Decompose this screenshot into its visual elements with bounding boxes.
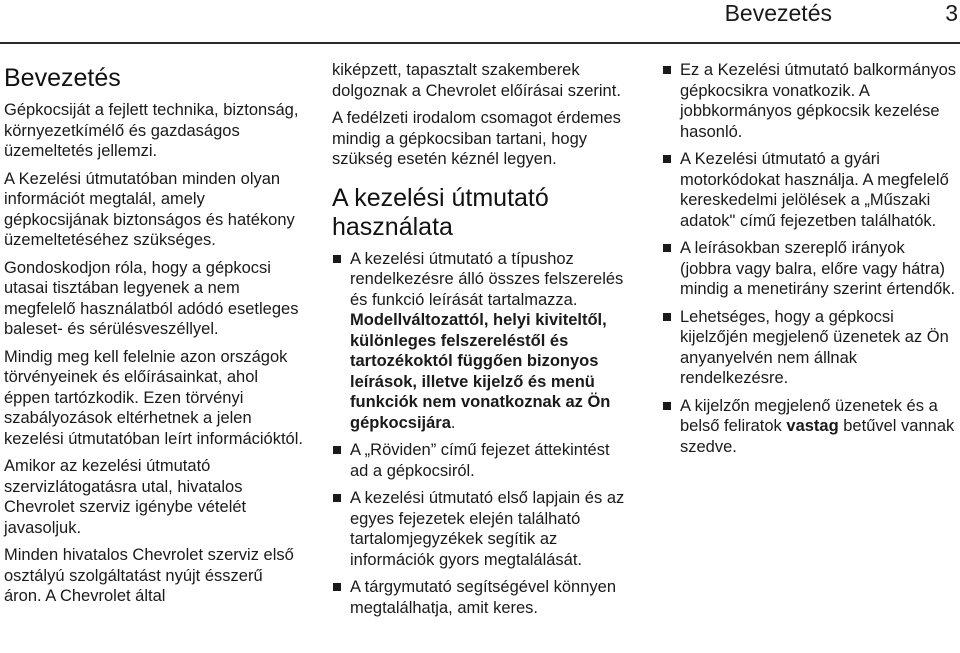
- list-item-text-end: .: [450, 413, 456, 432]
- list-item-text: Ez a Kezelési útmutató balkormányos gépkocsikra vonatkozik. A jobbkormányos gépkocsik kezelése hasonló.: [680, 61, 957, 141]
- usage-bullet-list: [332, 249, 630, 619]
- square-bullet-icon: [663, 155, 671, 163]
- paragraph: Mindig meg kell felelnie azon országok törvényeinek és előírásainkat, ahol éppen tartózkodik. Ezen törvényi szabályozások eltérhetnek a jelen kezelési útmutatóban leírt információktól.: [4, 347, 303, 448]
- square-bullet-icon: [333, 494, 341, 502]
- list-item: [662, 396, 958, 458]
- list-item-text: Lehetséges, hogy a gépkocsi kijelzőjén megjelenő üzenetek az Ön anyanyelvén nem állnak rendelkezésre.: [680, 307, 949, 387]
- list-item: [662, 307, 958, 389]
- running-header-title: Bevezetés: [724, 0, 832, 26]
- list-item-text: A Kezelési útmutató a gyári motorkódokat használja. A megfelelő kereskedelmi jelölések a „Műszaki adatok" című fejezetben találhatók.: [680, 150, 949, 230]
- square-bullet-icon: [333, 255, 341, 263]
- list-item-bold-text: vastag: [786, 417, 839, 435]
- square-bullet-icon: [333, 583, 341, 591]
- list-item-bold-text: Modellváltozattól, helyi kiviteltől, különleges felszereléstől és tartozékoktól függően bizonyos leírások, illetve kijelző és menü funkciók nem vonatkoznak az Ön gépkocsijára: [350, 311, 611, 432]
- paragraph: Gondoskodjon róla, hogy a gépkocsi utasai tisztában legyenek a nem megfelelő használatból adódó esetleges baleset- és sérülésveszéllyel.: [4, 258, 299, 338]
- paragraph: Gépkocsiját a fejlett technika, biztonság, környezetkímélő és gazdaságos üzemeltetés jellemzi.: [4, 101, 299, 160]
- notes-bullet-list: [662, 60, 958, 457]
- column-right: [662, 60, 958, 464]
- paragraph: Amikor az kezelési útmutató szervizlátogatásra utal, hivatalos Chevrolet szerviz igénybe vételét javasoljuk.: [4, 457, 247, 537]
- list-item: [332, 440, 630, 481]
- list-item: [662, 149, 958, 231]
- list-item: [332, 488, 630, 570]
- paragraph: Minden hivatalos Chevrolet szerviz első osztályú szolgáltatást nyújt ésszerű áron. A Chevrolet által: [4, 546, 294, 605]
- list-item: [332, 249, 630, 434]
- list-item: [662, 60, 958, 142]
- column-middle: [332, 60, 630, 625]
- list-item-text: A kezelési útmutató első lapjain és az egyes fejezetek elején található tartalomjegyzékek segítik az információk gyors megtalálását.: [350, 489, 625, 569]
- list-item-text: A tárgymutató segítségével könnyen megtalálhatja, amit keres.: [350, 578, 616, 617]
- square-bullet-icon: [663, 313, 671, 321]
- list-item: [662, 238, 958, 300]
- list-item-text: A kezelési útmutató a típushoz rendelkezésre álló összes felszerelés és funkció leírását tartalmazza.: [350, 249, 624, 309]
- paragraph: kiképzett, tapasztalt szakemberek dolgoznak a Chevrolet előírásai szerint.: [332, 61, 621, 100]
- section-heading-bevezetes: Bevezetés: [4, 64, 121, 92]
- header-divider: [0, 42, 960, 44]
- page-number: 3: [945, 0, 958, 26]
- paragraph: A fedélzeti irodalom csomagot érdemes mindig a gépkocsiban tartani, hogy szükség esetén kéznél legyen.: [332, 109, 621, 168]
- square-bullet-icon: [333, 446, 341, 454]
- square-bullet-icon: [663, 402, 671, 410]
- list-item-text: A leírásokban szereplő irányok (jobbra vagy balra, előre vagy hátra) mindig a menetirány szerint értendők.: [680, 239, 956, 298]
- square-bullet-icon: [663, 66, 671, 74]
- column-left: [4, 60, 304, 614]
- list-item-text: A „Röviden” című fejezet áttekintést ad a gépkocsiról.: [350, 441, 610, 480]
- list-item: [332, 577, 630, 618]
- list-item-text: A kijelzőn megjelenő üzenetek és a belső feliratok: [680, 396, 938, 435]
- section-heading-usage: A kezelési útmutató használata: [332, 183, 549, 241]
- list-item-text-end: betűvel vannak szedve.: [680, 417, 955, 456]
- paragraph: A Kezelési útmutatóban minden olyan információt megtalál, amely gépkocsijának biztonságos és hatékony üzemeltetéséhez szükséges.: [4, 169, 295, 249]
- square-bullet-icon: [663, 244, 671, 252]
